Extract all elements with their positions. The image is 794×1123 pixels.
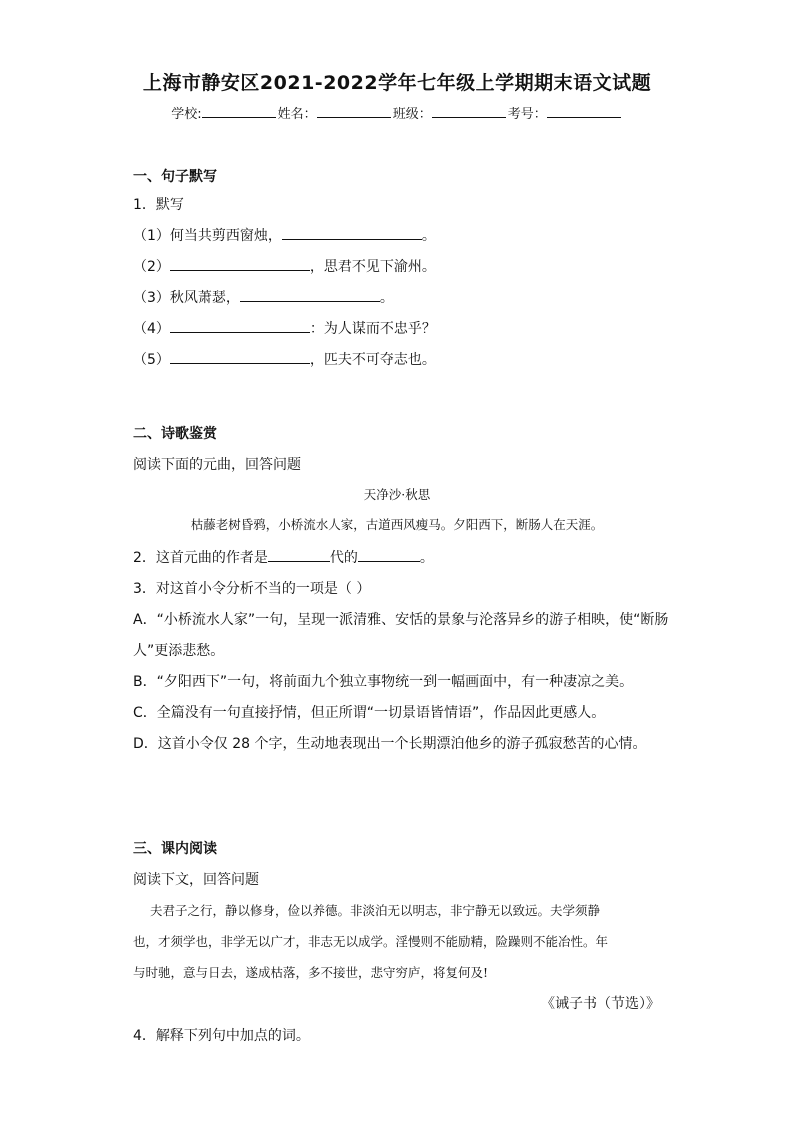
- exam-no-blank[interactable]: [547, 105, 621, 118]
- class-label: 班级：: [392, 107, 432, 122]
- name-label: 姓名：: [277, 107, 317, 122]
- exam-no-label: 考号：: [507, 107, 547, 122]
- question-4: 4．解释下列句中加点的词。: [133, 1028, 310, 1044]
- passage-source: 《诫子书（节选）》: [541, 996, 660, 1012]
- poem-title: 天净沙·秋思: [363, 487, 431, 502]
- school-blank[interactable]: [202, 105, 276, 118]
- section3-intro: 阅读下文，回答问题: [133, 872, 259, 888]
- page-title: 上海市静安区2021-2022学年七年级上学期期末语文试题: [142, 72, 652, 94]
- item-text: ：为人谋而不忠乎？: [309, 321, 436, 337]
- section2-intro: 阅读下面的元曲，回答问题: [133, 457, 301, 473]
- school-label: 学校:: [171, 107, 202, 122]
- item-text: （1）何当共剪西窗烛，: [133, 228, 282, 244]
- item-text: （5）: [133, 352, 170, 368]
- name-blank[interactable]: [317, 105, 391, 118]
- question-text: 2．这首元曲的作者是: [133, 550, 268, 566]
- passage-line-1: 夫君子之行，静以修身，俭以养德。非淡泊无以明志，非宁静无以致远。夫学须静: [150, 903, 601, 918]
- option-b: B．“夕阳西下”一句，将前面九个独立事物统一到一幅画面中，有一种凄凉之美。: [133, 674, 634, 690]
- item-text: （3）秋风萧瑟，: [133, 290, 240, 306]
- item-text: ，匹夫不可夺志也。: [309, 352, 436, 368]
- answer-blank[interactable]: [282, 226, 422, 240]
- item-text: 。: [379, 290, 394, 306]
- recitation-item-3: [133, 287, 394, 307]
- answer-blank[interactable]: [240, 288, 380, 302]
- option-a-line2: 人”更添悲愁。: [133, 643, 225, 659]
- option-a-line1: A．“小桥流水人家”一句，呈现一派清雅、安恬的景象与沦落异乡的游子相映，使“断肠: [133, 612, 669, 628]
- question-1: 1．默写: [133, 197, 184, 213]
- student-info-line: [0, 103, 794, 122]
- answer-blank[interactable]: [268, 548, 330, 562]
- item-text: （4）: [133, 321, 170, 337]
- passage-line-2: 也，才须学也，非学无以广才，非志无以成学。淫慢则不能励精，险躁则不能冶性。年: [133, 934, 609, 949]
- poem-text: 枯藤老树昏鸦，小桥流水人家，古道西风瘦马。夕阳西下，断肠人在天涯。: [190, 517, 604, 532]
- answer-blank[interactable]: [170, 350, 310, 364]
- section3-heading: 三、课内阅读: [133, 841, 217, 857]
- answer-blank[interactable]: [170, 257, 310, 271]
- recitation-item-1: [133, 225, 436, 245]
- option-d: D．这首小令仅 28 个字，生动地表现出一个长期漂泊他乡的游子孤寂愁苦的心情。: [133, 736, 647, 752]
- item-text: （2）: [133, 259, 170, 275]
- class-blank[interactable]: [432, 105, 506, 118]
- option-c: C．全篇没有一句直接抒情，但正所谓“一切景语皆情语”，作品因此更感人。: [133, 705, 606, 721]
- answer-blank[interactable]: [170, 319, 310, 333]
- question-text: 。: [419, 550, 434, 566]
- question-text: 代的: [329, 550, 358, 566]
- answer-blank[interactable]: [358, 548, 420, 562]
- question-3: 3．对这首小令分析不当的一项是（ ）: [133, 581, 371, 597]
- recitation-item-5: [133, 349, 436, 369]
- item-text: 。: [421, 228, 436, 244]
- passage-line-3: 与时驰，意与日去，遂成枯落，多不接世，悲守穷庐，将复何及!: [133, 965, 489, 980]
- recitation-item-2: [133, 256, 436, 276]
- recitation-item-4: [133, 318, 436, 338]
- section1-heading: 一、句子默写: [133, 169, 217, 185]
- item-text: ，思君不见下渝州。: [309, 259, 436, 275]
- question-2: [133, 547, 434, 567]
- section2-heading: 二、诗歌鉴赏: [133, 426, 217, 442]
